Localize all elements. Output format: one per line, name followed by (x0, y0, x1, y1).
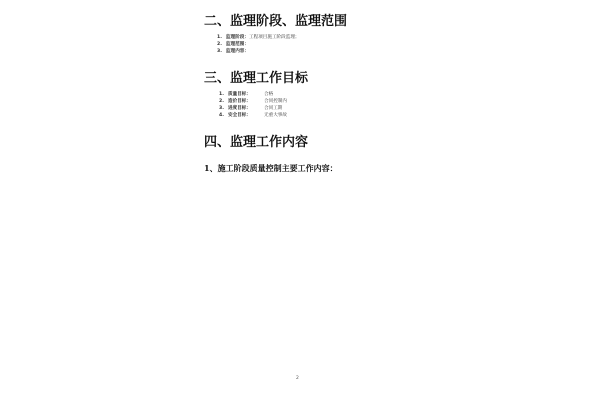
goal-row: 2. 造价目标： 合同控制内 (219, 99, 287, 104)
goal-row: 1. 质量目标： 合格 (219, 92, 274, 97)
section-4-heading: 四、监理工作内容 (204, 135, 309, 150)
goal-row: 3. 进度目标： 合同工期 (219, 106, 283, 111)
scope-item: 3. 监理内容： (217, 49, 249, 54)
goals-list (212, 91, 406, 119)
page-number: 2 (296, 376, 299, 381)
scope-item: 2. 监理范围： (217, 42, 249, 47)
scope-item: 1. 监理阶段：工程项目施工阶段监理； (217, 35, 300, 40)
section-2-heading: 二、监理阶段、监理范围 (204, 14, 348, 29)
section-4-subheading: 1、施工阶段质量控制主要工作内容： (204, 163, 338, 173)
goal-row: 4. 安全目标： 无重大事故 (219, 113, 287, 118)
section-3-heading: 三、监理工作目标 (204, 71, 309, 86)
document-content (196, 6, 406, 177)
scope-list (208, 34, 406, 55)
